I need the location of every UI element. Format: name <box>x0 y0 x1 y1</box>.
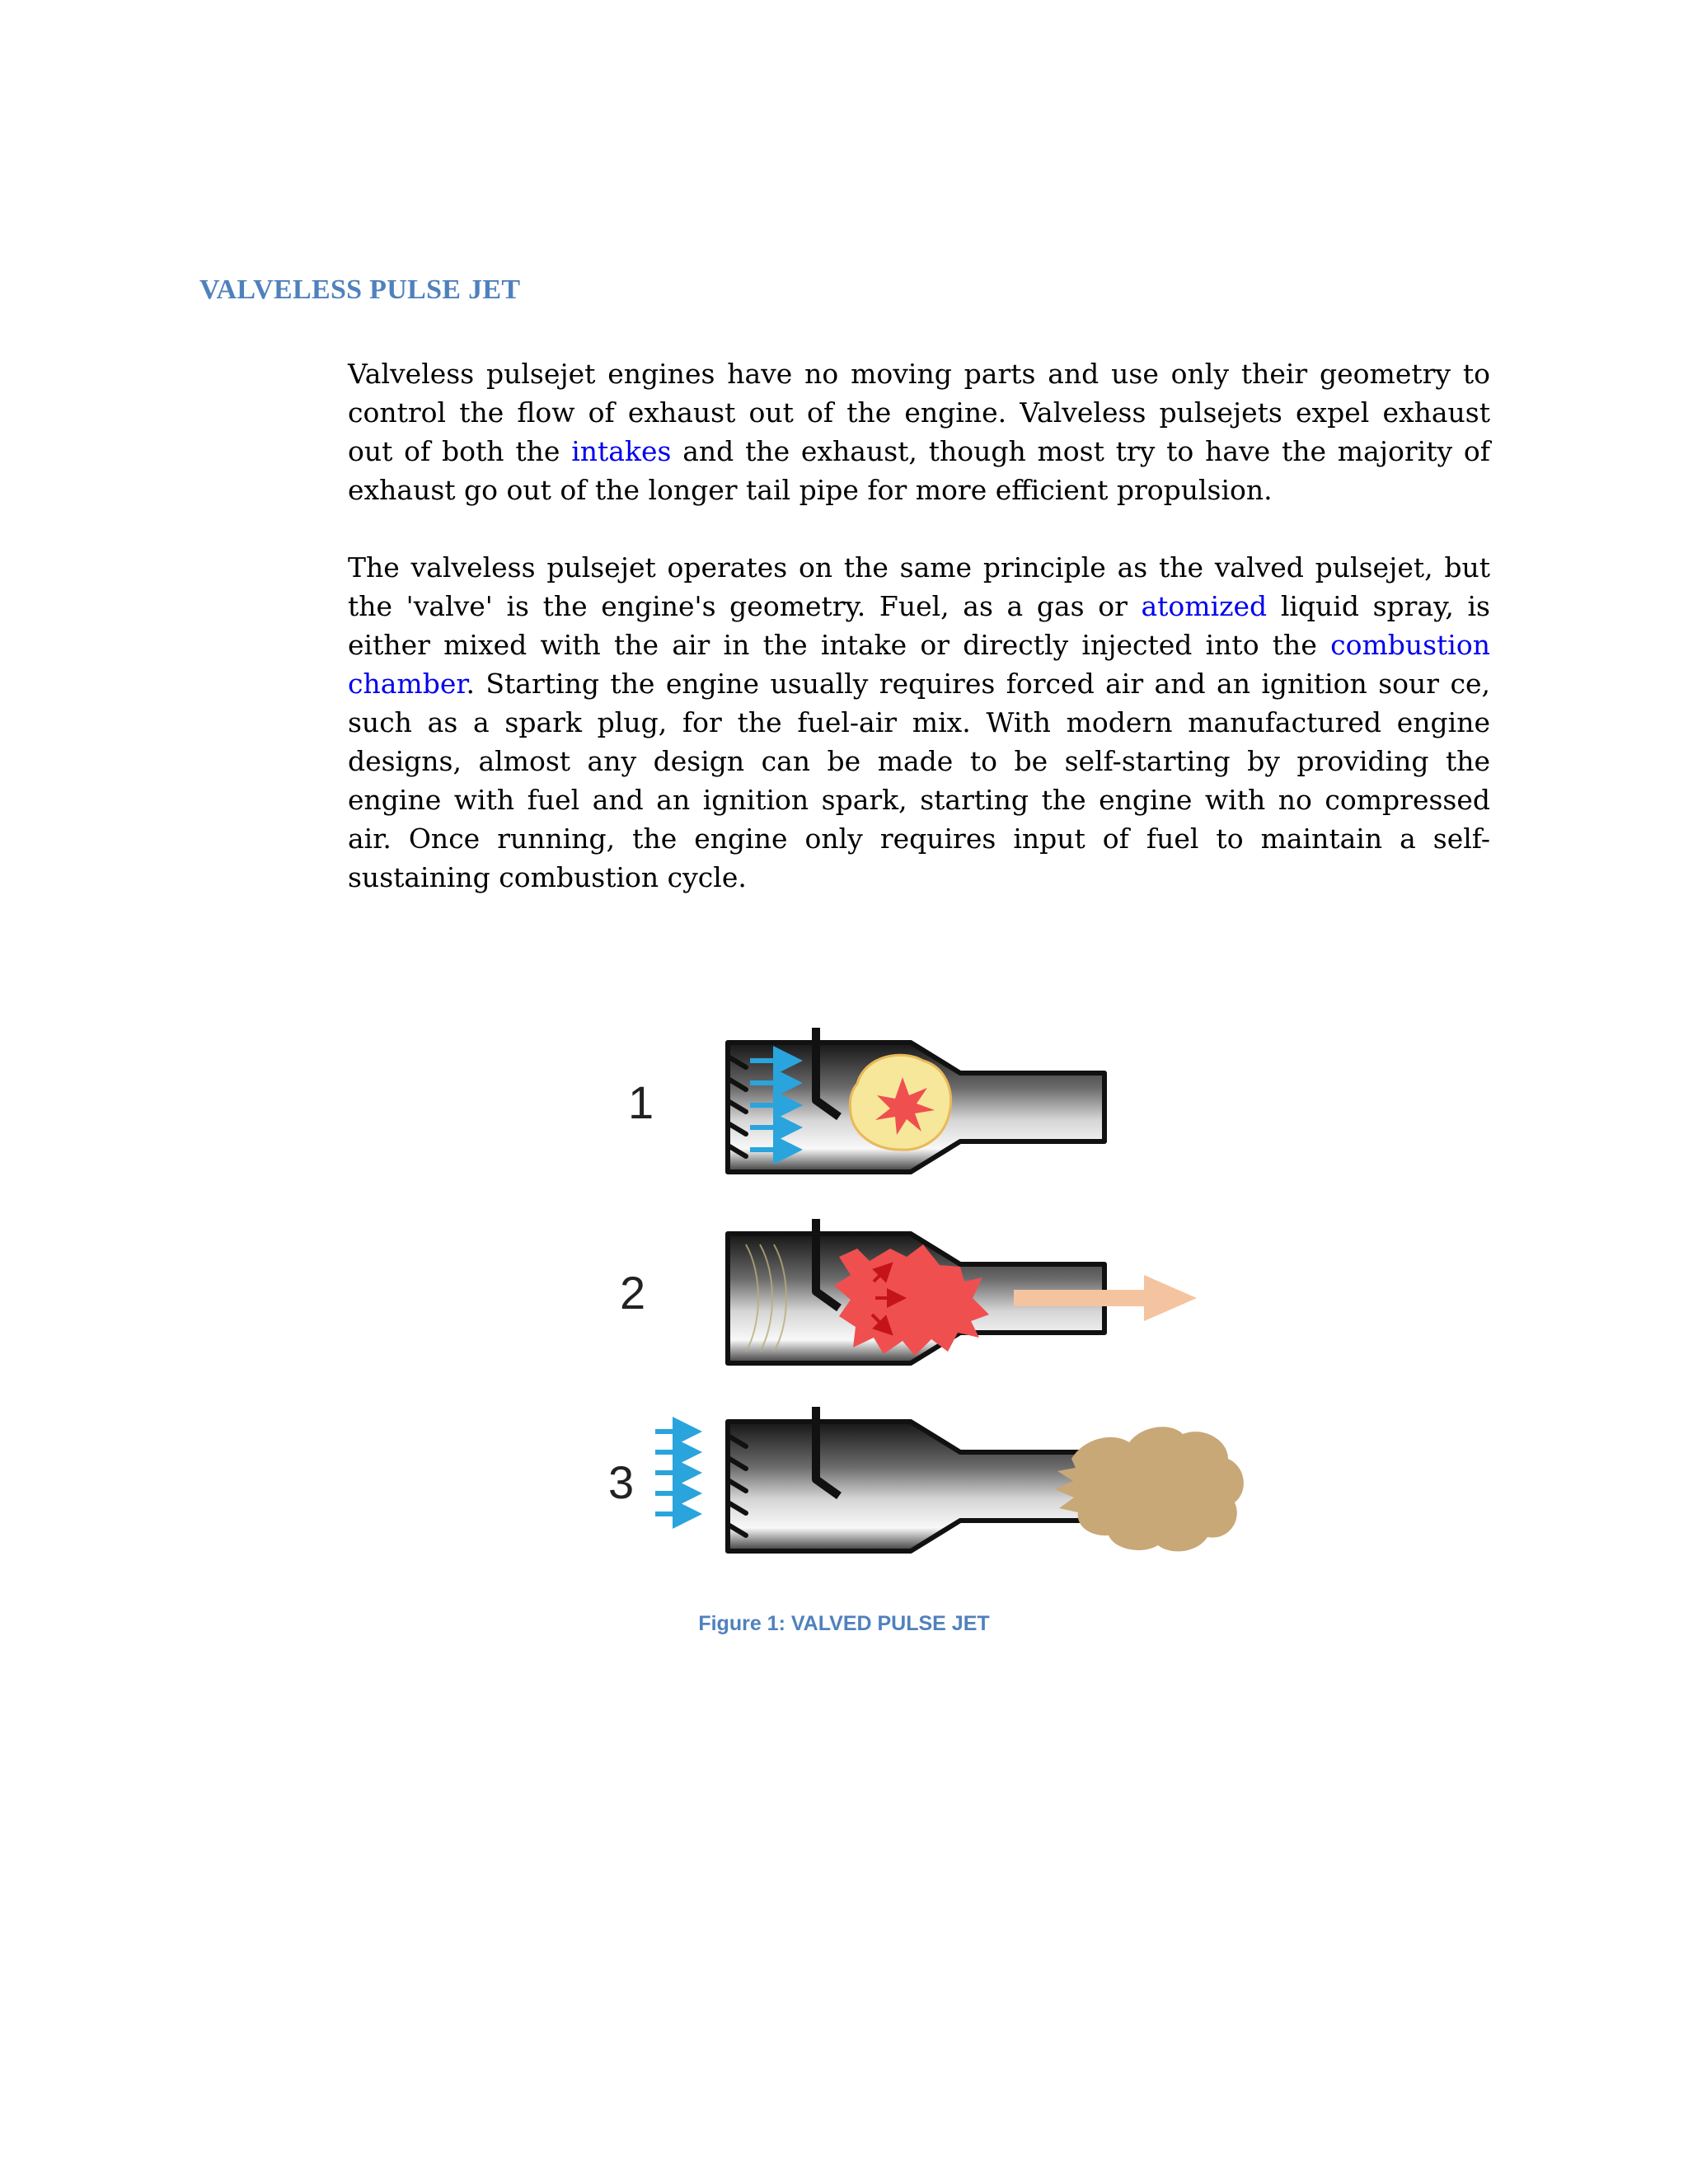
hyperlink-atomized[interactable]: atomized <box>1141 590 1268 622</box>
text-line <box>348 742 1490 780</box>
section-heading: VALVELESS PULSE JET <box>199 274 521 305</box>
text-line <box>348 626 1490 664</box>
hyperlink-intakes[interactable]: intakes <box>571 435 672 467</box>
text-line <box>348 819 1490 858</box>
text-segment: liquid spray, is <box>1267 590 1490 622</box>
stage-label-1: 1 <box>628 1076 654 1128</box>
text-segment: sustaining combustion cycle. <box>348 861 747 893</box>
stage-label-2: 2 <box>620 1267 646 1319</box>
text-segment: the 'valve' is the engine's geometry. Fuel, as a gas or <box>348 590 1142 622</box>
text-line <box>348 393 1490 432</box>
pulsejet-diagram <box>577 1010 1319 1570</box>
text-segment: . Starting the engine usually requires forced air and an ignition sour ce, <box>466 668 1490 700</box>
text-segment: designs, almost any design can be made to be self-starting by providing the <box>348 745 1490 777</box>
stage-3 <box>608 1407 1244 1551</box>
intake-arrows <box>655 1432 692 1514</box>
hyperlink-chamber[interactable]: chamber <box>348 668 467 700</box>
text-segment: either mixed with the air in the intake or directly injected into the <box>348 629 1331 661</box>
text-line <box>348 548 1490 587</box>
stage-1 <box>628 1028 1104 1172</box>
engine-body <box>728 1422 1104 1551</box>
text-segment: Valveless pulsejet engines have no moving parts and use only their geometry to <box>348 358 1490 390</box>
exhaust-cloud <box>1055 1427 1244 1551</box>
text-segment: such as a spark plug, for the fuel-air mix. With modern manufactured engine <box>348 706 1490 738</box>
text-segment: engine with fuel and an ignition spark, starting the engine with no compressed <box>348 784 1490 816</box>
combustion-blast <box>834 1244 989 1356</box>
text-line <box>348 664 1490 703</box>
text-line <box>348 354 1490 393</box>
text-segment: exhaust go out of the longer tail pipe for more efficient propulsion. <box>348 474 1273 506</box>
text-line <box>348 858 1490 897</box>
text-segment: control the flow of exhaust out of the engine. Valveless pulsejets expel exhaust <box>348 396 1490 429</box>
hyperlink-combustion[interactable]: combustion <box>1330 629 1490 661</box>
text-line <box>348 703 1490 742</box>
text-line <box>348 432 1490 471</box>
text-line <box>348 780 1490 819</box>
text-segment: out of both the <box>348 435 572 467</box>
paragraph-2 <box>348 548 1490 897</box>
paragraph-1 <box>348 354 1490 509</box>
text-line <box>348 587 1490 626</box>
text-segment: and the exhaust, though most try to have the majority of <box>671 435 1490 467</box>
figure-caption: Figure 1: VALVED PULSE JET <box>698 1612 990 1635</box>
stage-label-3: 3 <box>608 1456 635 1508</box>
text-line <box>348 471 1490 509</box>
text-segment: air. Once running, the engine only requires input of fuel to maintain a self- <box>348 823 1490 855</box>
stage-2 <box>620 1219 1197 1363</box>
text-segment: The valveless pulsejet operates on the same principle as the valved pulsejet, but <box>348 551 1490 583</box>
